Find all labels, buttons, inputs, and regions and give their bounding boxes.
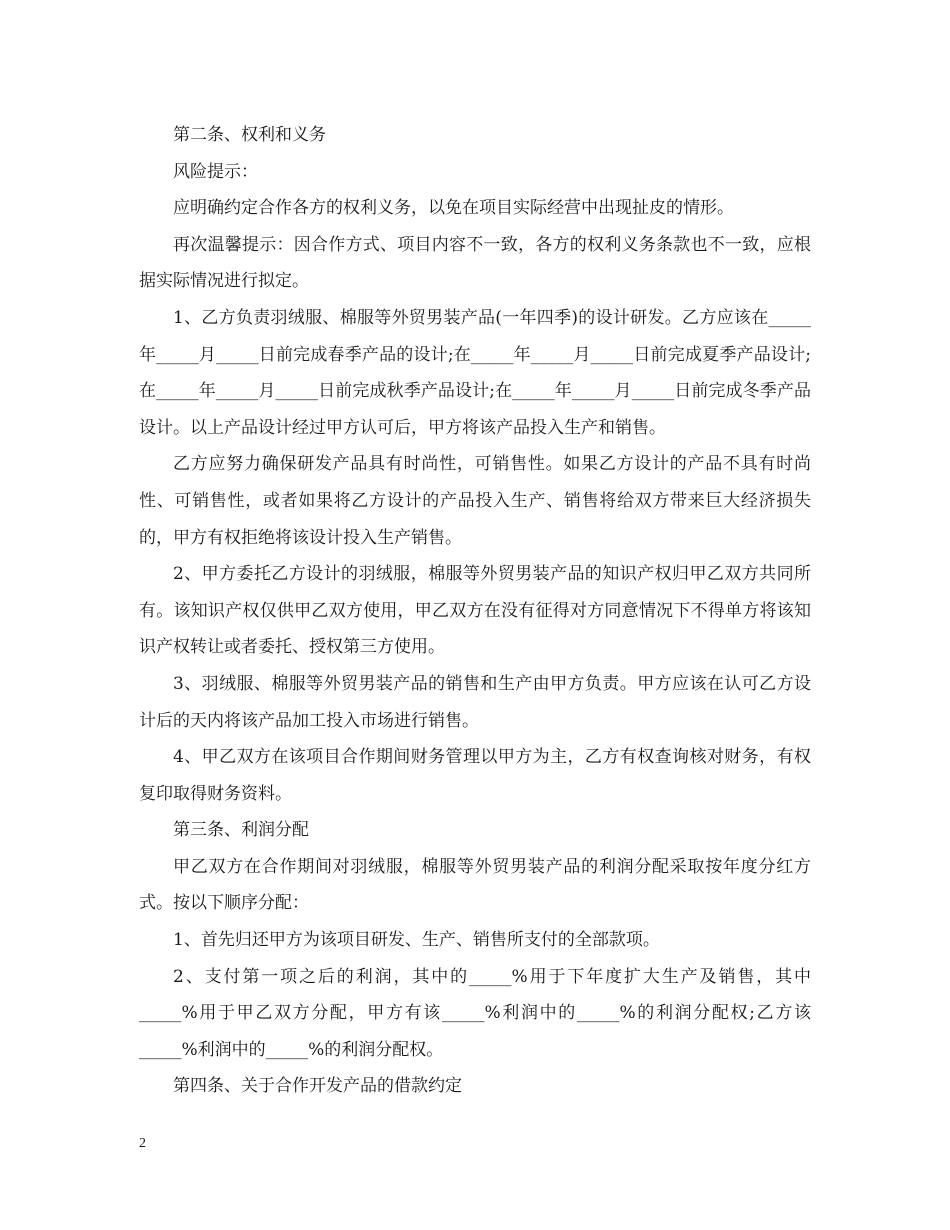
clause-2: 2、甲方委托乙方设计的羽绒服，棉服等外贸男装产品的知识产权归甲乙双方共同所有。该知识产权仅供甲乙双方使用，甲乙双方在没有征得对方同意情况下不得单方将该知识产权转让或者委托、授权第三方使用。 — [139, 564, 811, 658]
section-heading-loan-agreement: 第四条、关于合作开发产品的借款约定 — [173, 1076, 462, 1097]
section-heading-rights-obligations: 第二条、权利和义务 — [173, 125, 326, 145]
clause-1: 1、乙方负责羽绒服、棉服等外贸男装产品(一年四季)的设计研发。乙方应该在_____年_____月_____日前完成春季产品的设计;在_____年_____月_____日前完成夏季产品设计;在_____年_____月_____日前完成秋季产品设计;在_____年_____月_____日前完成冬季产品设计。以上产品设计经过甲方认可后，甲方将该产品投入生产和销售。 — [139, 307, 811, 438]
paragraph: 乙方应努力确保研发产品具有时尚性，可销售性。如果乙方设计的产品不具有时尚性、可销售性，或者如果将乙方设计的产品投入生产、销售将给双方带来巨大经济损失的，甲方有权拒绝将该设计投入生产销售。 — [139, 454, 811, 548]
clause-4: 4、甲乙双方在该项目合作期间财务管理以甲方为主，乙方有权查询核对财务，有权复印取得财务资料。 — [139, 747, 811, 804]
clause-3: 3、羽绒服、棉服等外贸男装产品的销售和生产由甲方负责。甲方应该在认可乙方设计后的天内将该产品加工投入市场进行销售。 — [139, 673, 811, 731]
paragraph: 再次温馨提示：因合作方式、项目内容不一致，各方的权利义务条款也不一致，应根据实际情况进行拟定。 — [139, 234, 811, 292]
paragraph: 应明确约定合作各方的权利义务，以免在项目实际经营中出现扯皮的情形。 — [173, 198, 734, 219]
document-body — [139, 117, 811, 1105]
profit-clause-2: 2、支付第一项之后的利润，其中的_____%用于下年度扩大生产及销售，其中_____%用于甲乙双方分配，甲方有该_____%利润中的_____%的利润分配权;乙方该_____%利润中的_____%的利润分配权。 — [139, 966, 811, 1060]
page-number: 2 — [139, 1136, 146, 1151]
profit-clause-1: 1、首先归还甲方为该项目研发、生产、销售所支付的全部款项。 — [173, 930, 660, 951]
risk-warning-label: 风险提示： — [173, 161, 258, 182]
paragraph: 甲乙双方在合作期间对羽绒服，棉服等外贸男装产品的利润分配采取按年度分红方式。按以下顺序分配： — [139, 856, 811, 914]
section-heading-profit-distribution: 第三条、利润分配 — [173, 820, 309, 841]
